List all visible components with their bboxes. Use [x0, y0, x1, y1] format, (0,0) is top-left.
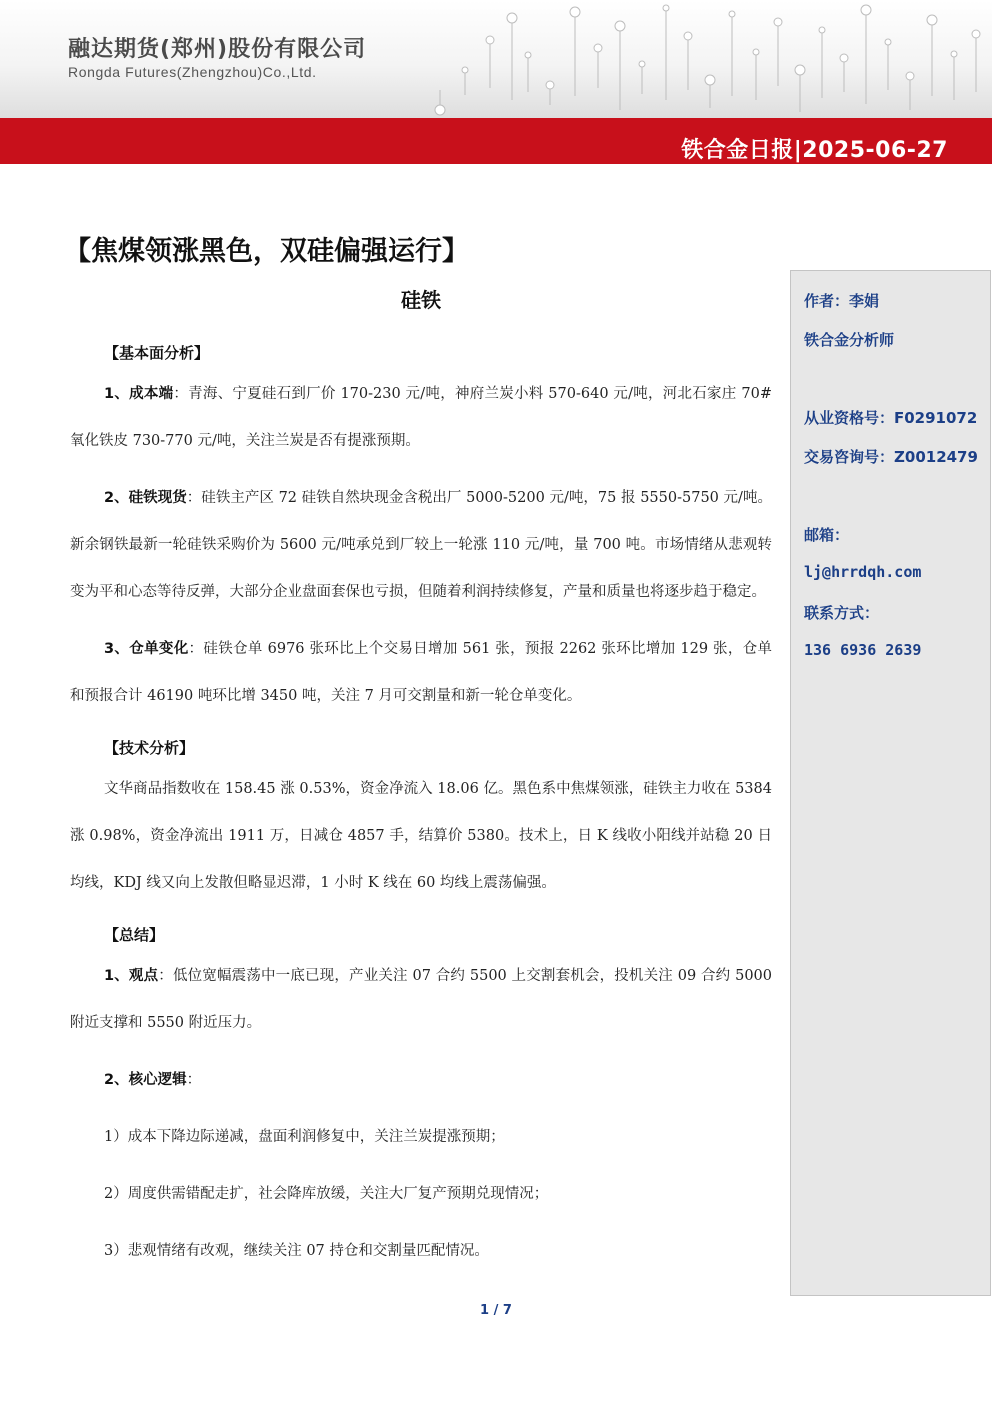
header-band: [0, 0, 992, 118]
spot-paragraph: [70, 475, 772, 616]
fundamental-heading: 【基本面分析】: [104, 344, 210, 362]
warrant-text: ：硅铁仓单 6976 张环比上个交易日增加 561 张，预报 2262 张环比增加 129 张，仓单和预报合计 46190 吨环比增 3450 吨，关注 7 月可交割量和新一轮仓单变化。: [70, 641, 772, 704]
cost-paragraph: [70, 371, 772, 465]
headline: 【焦煤领涨黑色，双硅偏强运行】: [64, 236, 469, 267]
email-label: 邮箱：: [804, 526, 850, 544]
summary-heading: 【总结】: [104, 926, 165, 944]
page-number: 1 / 7: [480, 1303, 512, 1318]
email-value: lj@hrrdqh.com: [804, 563, 922, 581]
view-paragraph: [70, 953, 772, 1047]
logic-item: 1）成本下降边际递减，盘面利润修复中，关注兰炭提涨预期；: [104, 1129, 505, 1145]
warrant-label: 3、仓单变化: [104, 641, 189, 657]
view-label: 1、观点: [104, 968, 159, 984]
report-body: [70, 284, 772, 1285]
company-name-cn: 融达期货(郑州)股份有限公司: [68, 37, 367, 62]
logic-colon: ：: [186, 1072, 202, 1088]
view-text: ：低位宽幅震荡中一底已现，产业关注 07 合约 5500 上交割套机会，投机关注 09 合约 5000 附近支撑和 5550 附近压力。: [70, 968, 772, 1031]
spot-label: 2、硅铁现货: [104, 490, 187, 506]
decorative-lines-graphic: [420, 0, 992, 118]
warrant-paragraph: [70, 626, 772, 720]
technical-heading: 【技术分析】: [104, 739, 195, 757]
qualification-number: 从业资格号：F0291072: [804, 409, 978, 427]
author-name: 作者：李娟: [804, 292, 880, 310]
logic-item: 3）悲观情绪有改观，继续关注 07 持仓和交割量匹配情况。: [104, 1243, 489, 1259]
logic-item: 2）周度供需错配走扩，社会降库放缓，关注大厂复产预期兑现情况；: [104, 1186, 549, 1202]
logic-label: 2、核心逻辑: [104, 1072, 187, 1088]
section-title: 硅铁: [401, 288, 441, 312]
company-name-en: Rongda Futures(Zhengzhou)Co.,Ltd.: [68, 64, 317, 80]
technical-paragraph: 文华商品指数收在 158.45 涨 0.53%，资金净流入 18.06 亿。黑色系中焦煤领涨，硅铁主力收在 5384 涨 0.98%，资金净流出 1911 万，日减仓 4857 手，结算价 5380。技术上，日 K 线收小阳线并站稳 20 日均线，KDJ 线又向上发散但略显迟滞，1 小时 K 线在 60 均线上震荡偏强。: [70, 781, 772, 891]
author-sidebar: [790, 270, 991, 1296]
spot-text: ：硅铁主产区 72 硅铁自然块现金含税出厂 5000-5200 元/吨，75 报 5550-5750 元/吨。新余钢铁最新一轮硅铁采购价为 5600 元/吨承兑到厂较上一轮涨 110 元/吨，量 700 吨。市场情绪从悲观转变为平和心态等待反弹，大部分企业盘面套保也亏损，但随着利润持续修复，产量和质量也将逐步趋于稳定。: [70, 490, 772, 600]
cost-text: ：青海、宁夏硅石到厂价 170-230 元/吨，神府兰炭小料 570-640 元/吨，河北石家庄 70#氧化铁皮 730-770 元/吨，关注兰炭是否有提涨预期。: [70, 386, 772, 449]
contact-label: 联系方式：: [804, 604, 880, 622]
author-role: 铁合金分析师: [804, 331, 895, 349]
cost-label: 1、成本端: [104, 386, 174, 402]
consulting-number: 交易咨询号：Z0012479: [804, 448, 978, 466]
report-title: 铁合金日报|2025-06-27: [681, 138, 948, 163]
phone-value: 136 6936 2639: [804, 641, 922, 659]
logic-heading: [70, 1057, 772, 1104]
